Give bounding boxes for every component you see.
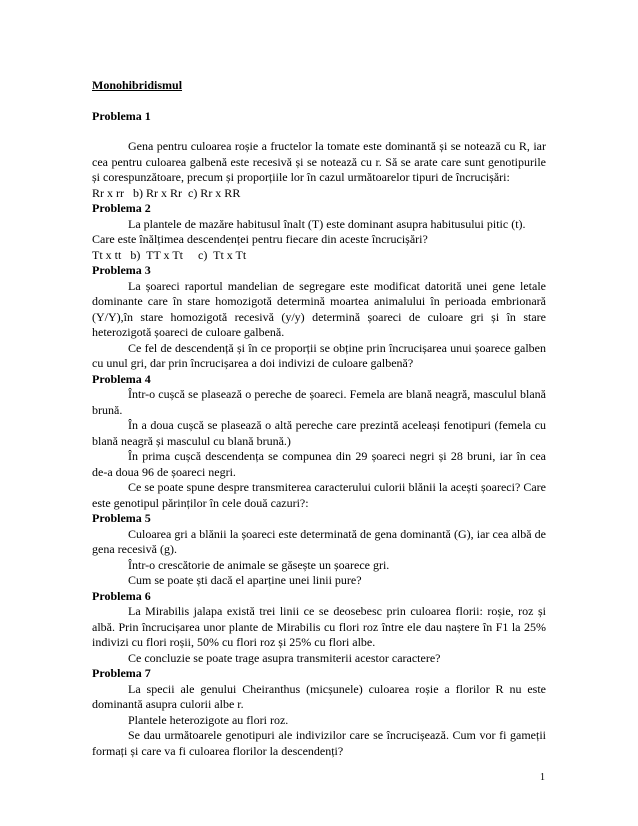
problem-1-text: Gena pentru culoarea roșie a fructelor la tomate este dominantă și se notează cu R, iar cea pentru culoarea galbenă este recesivă și se notează cu r. Să se arate care sunt genotipurile și corespunzătoare, precum și proporțiile lor în cazul următoarelor tipuri de încrucișări: xyxy=(92,139,546,184)
document-title: Monohibridismul xyxy=(92,78,183,92)
spacer xyxy=(92,124,546,139)
problem-4-text-3: În prima cușcă descendența se compunea din 29 șoareci negri și 28 bruni, iar în cea de-a doua 96 de șoareci negri. xyxy=(92,449,546,479)
document-page xyxy=(92,78,546,759)
problem-6-text-1: La Mirabilis jalapa există trei linii ce se deosebesc prin culoarea florii: roșie, roz și albă. Prin încrucișarea unor plante de Mirabilis cu flori roz între ele dau naștere în F1 la 25% indivizi cu flori roșii, 50% cu flori roz și 25% cu flori albe. xyxy=(92,604,546,649)
page-number: 1 xyxy=(540,772,545,783)
problem-4-text-4: Ce se poate spune despre transmiterea caracterului culorii blănii la acești șoareci? Care este genotipul părinților în cele două cazuri?: xyxy=(92,480,546,510)
problem-2-options: Tt x tt b) TT x Tt c) Tt x Tt xyxy=(92,247,247,262)
problem-2-heading: Problema 2 xyxy=(92,201,151,215)
problem-2-text: La plantele de mazăre habitusul înalt (T) este dominant asupra habitusului pitic (t). xyxy=(128,216,526,231)
problem-5-text-3: Cum se poate ști dacă el aparține unei linii pure? xyxy=(128,573,362,587)
problem-6-heading: Problema 6 xyxy=(92,588,151,603)
problem-7-text-2: Plantele heterozigote au flori roz. xyxy=(128,712,289,727)
problem-5-heading: Problema 5 xyxy=(92,511,151,525)
problem-5-text-1: Culoarea gri a blănii la șoareci este determinată de gena dominantă (G), iar cea albă de gena recesivă (g). xyxy=(92,526,546,556)
problem-7-text-3: Se dau următoarele genotipuri ale indivizilor care se încrucișează. Cum vor fi gameții formați și care va fi culoarea florilor la descendenți? xyxy=(92,728,546,758)
problem-1-heading: Problema 1 xyxy=(92,108,151,123)
problem-3-text-2: Ce fel de descendență și în ce proporții se obține prin încrucișarea unui șoarece galben cu unul gri, dar prin încrucișarea a doi indivizi de culoare galbenă? xyxy=(92,340,546,370)
problem-3-text-1: La șoareci raportul mandelian de segregare este modificat datorită unei gene letale dominante care în stare homozigotă determină moartea animalului în perioada embrionară (Y/Y),în stare homozigotă recesivă (y/y) determină șoareci de culoare gri și în stare heterozigotă șoareci de culoare galbenă. xyxy=(92,278,546,339)
problem-5-text-2: Într-o crescătorie de animale se găsește un șoarece gri. xyxy=(128,557,390,572)
problem-3-heading: Problema 3 xyxy=(92,263,151,277)
problem-6-text-2: Ce concluzie se poate trage asupra transmiterii acestor caractere? xyxy=(128,650,441,665)
problem-2-question: Care este înălțimea descendenței pentru fiecare din aceste încrucișări? xyxy=(92,232,428,246)
problem-7-text-1: La specii ale genului Cheiranthus (micșunele) culoarea roșie a florilor R nu este dominantă asupra culorii albe r. xyxy=(92,681,546,711)
problem-4-heading: Problema 4 xyxy=(92,371,151,386)
problem-4-text-2: În a doua cușcă se plasează o altă pereche care prezintă aceleași fenotipuri (femela cu blană neagră și masculul cu blană brună.) xyxy=(92,418,546,448)
problem-4-text-1: Într-o cușcă se plasează o pereche de șoareci. Femela are blană neagră, masculul blană brună. xyxy=(92,387,546,417)
problem-7-heading: Problema 7 xyxy=(92,666,151,680)
problem-1-options: Rr x rr b) Rr x Rr c) Rr x RR xyxy=(92,185,241,200)
